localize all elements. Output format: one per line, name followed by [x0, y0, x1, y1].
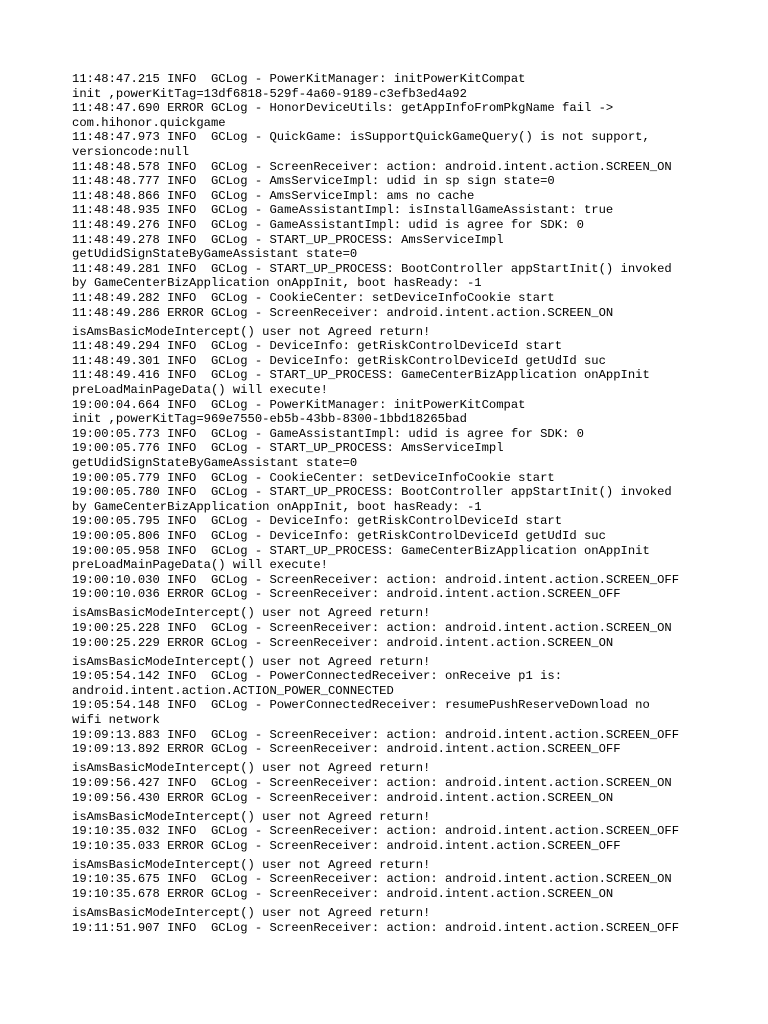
log-line: 11:48:47.690 ERROR GCLog - HonorDeviceUtils: getAppInfoFromPkgName fail -> [72, 101, 614, 116]
log-line: 19:00:05.776 INFO GCLog - START_UP_PROCESS: AmsServiceImpl [72, 441, 504, 456]
log-line: 19:00:10.036 ERROR GCLog - ScreenReceiver: android.intent.action.SCREEN_OFF [72, 587, 621, 602]
log-line: 19:00:25.229 ERROR GCLog - ScreenReceiver: android.intent.action.SCREEN_ON [72, 635, 614, 650]
log-line: 11:48:48.935 INFO GCLog - GameAssistantImpl: isInstallGameAssistant: true [72, 203, 614, 218]
log-line: init ,powerKitTag=13df6818-529f-4a60-9189-c3efb3ed4a92 [72, 86, 467, 101]
log-line: 19:10:35.675 INFO GCLog - ScreenReceiver: action: android.intent.action.SCREEN_ON [72, 872, 672, 887]
log-line: 19:05:54.142 INFO GCLog - PowerConnectedReceiver: onReceive p1 is: [72, 669, 563, 684]
log-line: 19:00:05.806 INFO GCLog - DeviceInfo: getRiskControlDeviceId getUdId suc [72, 528, 606, 543]
log-line: 19:00:05.780 INFO GCLog - START_UP_PROCESS: BootController appStartInit() invoked [72, 485, 672, 500]
log-line: 11:48:48.866 INFO GCLog - AmsServiceImpl: ams no cache [72, 188, 475, 203]
log-line: 19:00:05.795 INFO GCLog - DeviceInfo: getRiskControlDeviceId start [72, 514, 563, 529]
log-line: 19:09:13.883 INFO GCLog - ScreenReceiver: action: android.intent.action.SCREEN_OFF [72, 727, 680, 742]
log-line: wifi network [72, 713, 160, 728]
log-line: 11:48:49.416 INFO GCLog - START_UP_PROCESS: GameCenterBizApplication onAppInit [72, 368, 650, 383]
log-line: by GameCenterBizApplication onAppInit, boot hasReady: -1 [72, 499, 482, 514]
log-line: 19:09:13.892 ERROR GCLog - ScreenReceiver: android.intent.action.SCREEN_OFF [72, 742, 621, 757]
log-line: isAmsBasicModeIntercept() user not Agreed return! [72, 324, 431, 339]
log-line: 19:00:05.958 INFO GCLog - START_UP_PROCESS: GameCenterBizApplication onAppInit [72, 543, 650, 558]
log-line: isAmsBasicModeIntercept() user not Agreed return! [72, 606, 431, 621]
log-line: isAmsBasicModeIntercept() user not Agreed return! [72, 809, 431, 824]
log-line: 19:05:54.148 INFO GCLog - PowerConnectedReceiver: resumePushReserveDownload no [72, 698, 650, 713]
log-line: isAmsBasicModeIntercept() user not Agreed return! [72, 906, 431, 921]
log-line: 11:48:48.578 INFO GCLog - ScreenReceiver: action: android.intent.action.SCREEN_ON [72, 159, 672, 174]
log-line: com.hihonor.quickgame [72, 115, 226, 130]
log-line: 19:00:10.030 INFO GCLog - ScreenReceiver: action: android.intent.action.SCREEN_OFF [72, 572, 680, 587]
log-line: 11:48:49.286 ERROR GCLog - ScreenReceiver: android.intent.action.SCREEN_ON [72, 305, 614, 320]
log-line: getUdidSignStateByGameAssistant state=0 [72, 247, 358, 262]
log-line: 19:10:35.032 INFO GCLog - ScreenReceiver: action: android.intent.action.SCREEN_OFF [72, 824, 680, 839]
log-line: 19:09:56.430 ERROR GCLog - ScreenReceiver: android.intent.action.SCREEN_ON [72, 790, 614, 805]
log-line: 19:00:04.664 INFO GCLog - PowerKitManager: initPowerKitCompat [72, 397, 526, 412]
log-line: 19:10:35.678 ERROR GCLog - ScreenReceiver: android.intent.action.SCREEN_ON [72, 887, 614, 902]
log-line: isAmsBasicModeIntercept() user not Agreed return! [72, 761, 431, 776]
log-line: 11:48:49.278 INFO GCLog - START_UP_PROCESS: AmsServiceImpl [72, 232, 504, 247]
log-line: isAmsBasicModeIntercept() user not Agreed return! [72, 857, 431, 872]
log-line: 11:48:49.282 INFO GCLog - CookieCenter: setDeviceInfoCookie start [72, 290, 555, 305]
log-line: preLoadMainPageData() will execute! [72, 558, 328, 573]
log-line: 11:48:47.973 INFO GCLog - QuickGame: isSupportQuickGameQuery() is not support, [72, 130, 650, 145]
log-line: 19:00:05.779 INFO GCLog - CookieCenter: setDeviceInfoCookie start [72, 470, 555, 485]
log-line: 19:00:25.228 INFO GCLog - ScreenReceiver: action: android.intent.action.SCREEN_ON [72, 620, 672, 635]
log-line: by GameCenterBizApplication onAppInit, boot hasReady: -1 [72, 276, 482, 291]
log-line: 11:48:49.276 INFO GCLog - GameAssistantImpl: udid is agree for SDK: 0 [72, 217, 584, 232]
log-line: preLoadMainPageData() will execute! [72, 382, 328, 397]
log-line: 11:48:48.777 INFO GCLog - AmsServiceImpl: udid in sp sign state=0 [72, 174, 555, 189]
log-line: 19:09:56.427 INFO GCLog - ScreenReceiver: action: android.intent.action.SCREEN_ON [72, 775, 672, 790]
log-line: versioncode:null [72, 144, 190, 159]
log-line: 19:10:35.033 ERROR GCLog - ScreenReceiver: android.intent.action.SCREEN_OFF [72, 838, 621, 853]
log-line: init ,powerKitTag=969e7550-eb5b-43bb-8300-1bbd18265bad [72, 412, 467, 427]
log-line: getUdidSignStateByGameAssistant state=0 [72, 455, 358, 470]
log-line: 11:48:49.301 INFO GCLog - DeviceInfo: getRiskControlDeviceId getUdId suc [72, 353, 606, 368]
log-line: 11:48:47.215 INFO GCLog - PowerKitManager: initPowerKitCompat [72, 72, 526, 86]
log-line: 11:48:49.281 INFO GCLog - START_UP_PROCESS: BootController appStartInit() invoked [72, 261, 672, 276]
log-document [72, 72, 732, 935]
log-line: 11:48:49.294 INFO GCLog - DeviceInfo: getRiskControlDeviceId start [72, 339, 563, 354]
log-line: isAmsBasicModeIntercept() user not Agreed return! [72, 654, 431, 669]
log-line: 19:00:05.773 INFO GCLog - GameAssistantImpl: udid is agree for SDK: 0 [72, 426, 584, 441]
log-line: android.intent.action.ACTION_POWER_CONNECTED [72, 683, 394, 698]
log-line: 19:11:51.907 INFO GCLog - ScreenReceiver: action: android.intent.action.SCREEN_OFF [72, 920, 680, 935]
